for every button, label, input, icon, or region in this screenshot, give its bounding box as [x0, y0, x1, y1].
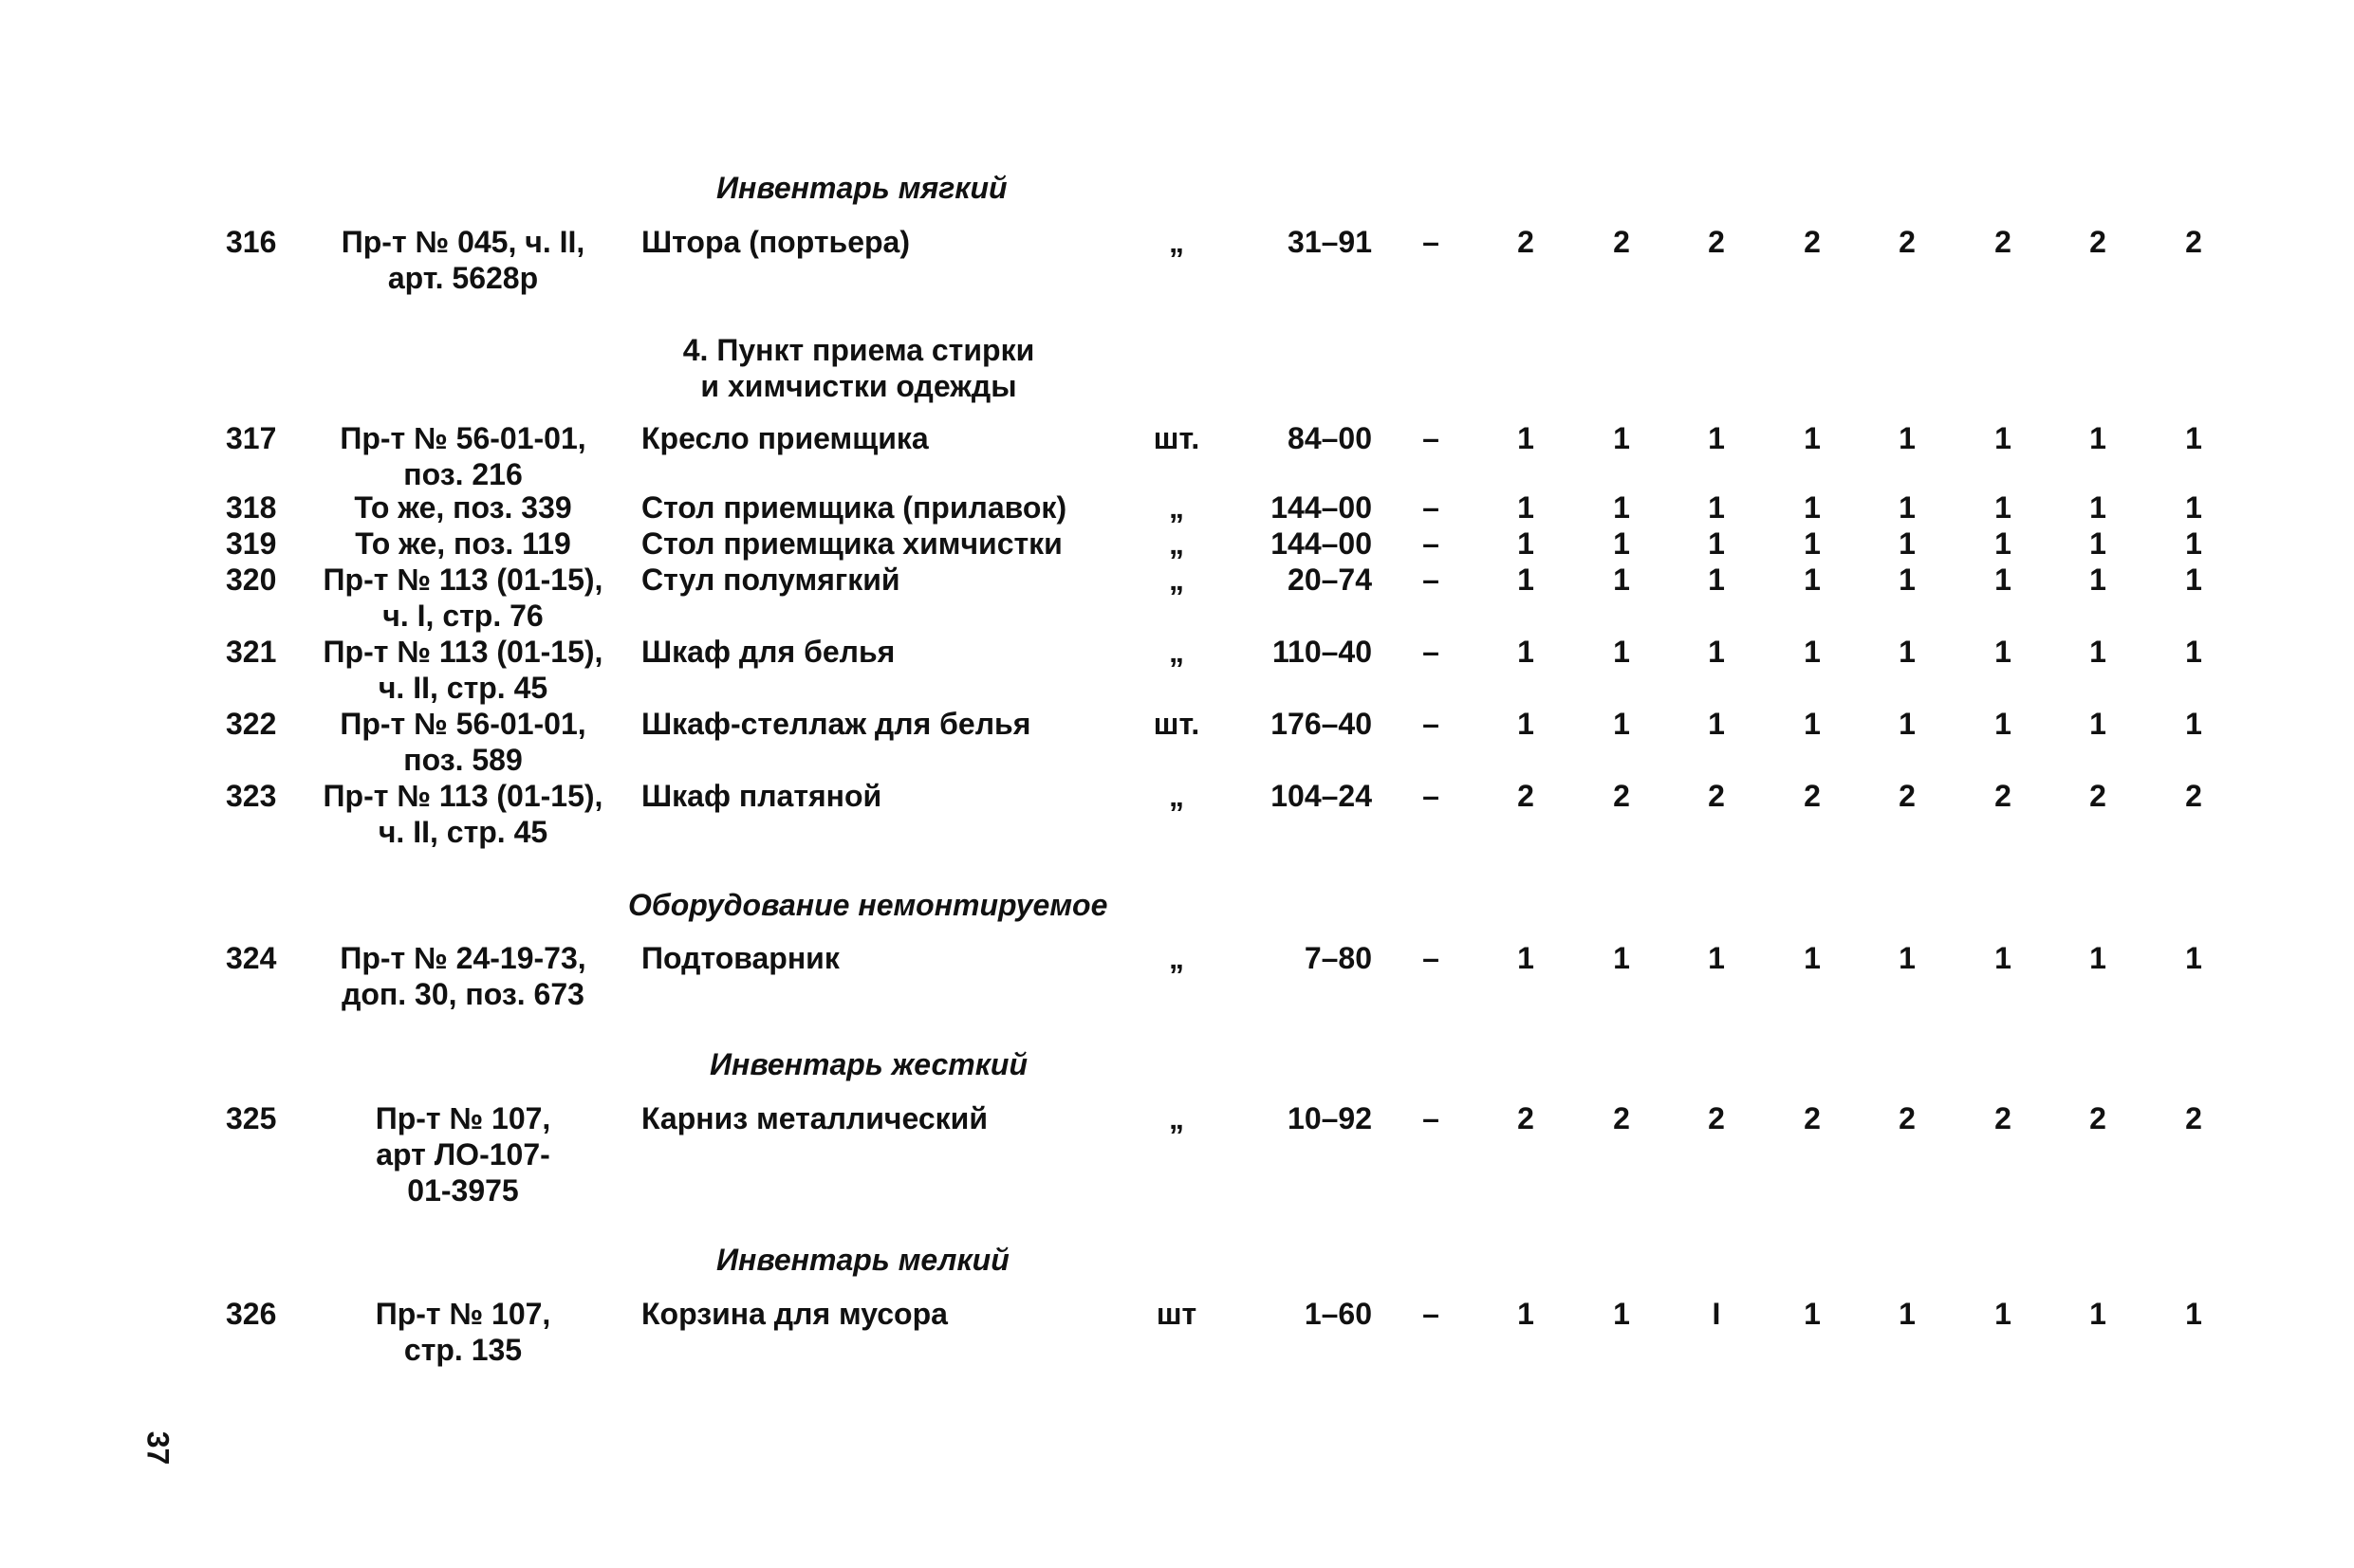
row-name: Шкаф-стеллаж для белья	[641, 707, 1031, 741]
row-reference: Пр-т № 107, стр. 135	[375, 1297, 551, 1367]
row-reference: Пр-т № 56-01-01, поз. 589	[340, 707, 586, 777]
row-reference: Пр-т № 113 (01-15), ч. II, стр. 45	[323, 779, 603, 849]
row-qty: 1	[1899, 421, 1916, 455]
row-reference: Пр-т № 113 (01-15), ч. I, стр. 76	[323, 563, 603, 633]
row-dash: –	[1422, 225, 1439, 259]
row-qty: 1	[1804, 635, 1821, 669]
row-qty: 1	[1613, 941, 1630, 975]
row-qty: 1	[1517, 635, 1534, 669]
row-qty: 1	[1613, 563, 1630, 597]
row-dash: –	[1422, 707, 1439, 741]
row-qty: 2	[2185, 1101, 2202, 1135]
row-name: Штора (портьера)	[641, 225, 910, 259]
row-qty: 1	[1899, 635, 1916, 669]
row-qty: 1	[2185, 490, 2202, 525]
row-qty: 2	[1517, 225, 1534, 259]
section-heading-soft-inventory: Инвентарь мягкий	[716, 171, 1008, 205]
row-qty: 2	[1994, 225, 2011, 259]
row-qty: 2	[1899, 225, 1916, 259]
row-qty: 1	[1994, 526, 2011, 561]
table-row	[0, 1296, 2354, 1367]
row-dash: –	[1422, 635, 1439, 669]
row-name: Стул полумягкий	[641, 563, 900, 597]
row-qty: 1	[1708, 490, 1725, 525]
row-dash: –	[1422, 526, 1439, 561]
row-dash: –	[1422, 563, 1439, 597]
table-row	[0, 420, 2354, 491]
row-dash: –	[1422, 779, 1439, 813]
row-qty: 1	[1708, 563, 1725, 597]
row-qty: 1	[1804, 941, 1821, 975]
row-dash: –	[1422, 490, 1439, 525]
row-price: 104–24	[1270, 779, 1372, 813]
row-dash: –	[1422, 1297, 1439, 1331]
row-qty: 1	[2185, 421, 2202, 455]
row-name: Шкаф платяной	[641, 779, 882, 813]
row-unit: „	[1169, 941, 1184, 975]
row-qty: 1	[1613, 526, 1630, 561]
row-qty: 2	[1804, 225, 1821, 259]
row-dash: –	[1422, 941, 1439, 975]
row-qty: 2	[1708, 1101, 1725, 1135]
row-qty: 2	[1517, 779, 1534, 813]
row-qty: 2	[1899, 1101, 1916, 1135]
row-reference: Пр-т № 56-01-01, поз. 216	[340, 421, 586, 491]
row-price: 1–60	[1304, 1297, 1372, 1331]
row-number: 317	[226, 421, 277, 455]
row-unit: шт.	[1153, 421, 1200, 455]
row-reference: То же, поз. 339	[354, 490, 572, 525]
row-qty: 1	[2089, 941, 2106, 975]
row-price: 7–80	[1304, 941, 1372, 975]
row-price: 176–40	[1270, 707, 1372, 741]
section-heading-small-inventory: Инвентарь мелкий	[716, 1243, 1010, 1277]
table-row	[0, 634, 2354, 705]
row-number: 318	[226, 490, 277, 525]
row-qty: 1	[1708, 707, 1725, 741]
row-qty: 2	[1708, 779, 1725, 813]
row-qty: 1	[1994, 421, 2011, 455]
row-qty: 1	[1613, 707, 1630, 741]
row-price: 144–00	[1270, 526, 1372, 561]
row-qty: 1	[1517, 1297, 1534, 1331]
row-qty: 1	[1994, 941, 2011, 975]
row-unit: „	[1169, 526, 1184, 561]
row-qty: 2	[1708, 225, 1725, 259]
row-qty: 2	[1613, 225, 1630, 259]
row-qty: 1	[1804, 526, 1821, 561]
table-row	[0, 778, 2354, 849]
row-qty: 1	[2089, 421, 2106, 455]
row-qty: 1	[1517, 707, 1534, 741]
row-qty: 1	[1613, 490, 1630, 525]
row-unit: „	[1169, 635, 1184, 669]
row-qty: 2	[2089, 1101, 2106, 1135]
row-qty: 2	[2089, 225, 2106, 259]
row-price: 10–92	[1288, 1101, 1372, 1135]
row-qty: 1	[1994, 1297, 2011, 1331]
row-dash: –	[1422, 1101, 1439, 1135]
row-qty: 1	[2089, 526, 2106, 561]
row-qty: 1	[1708, 421, 1725, 455]
row-reference: Пр-т № 24-19-73, доп. 30, поз. 673	[340, 941, 586, 1011]
row-qty: 1	[1613, 1297, 1630, 1331]
row-qty: 1	[1899, 563, 1916, 597]
table-row	[0, 562, 2354, 633]
row-qty: 1	[2089, 490, 2106, 525]
row-qty: 1	[2185, 707, 2202, 741]
row-qty: 1	[1708, 941, 1725, 975]
section-heading-laundry-point: 4. Пункт приема стирки и химчистки одежды	[682, 333, 1035, 403]
row-name: Карниз металлический	[641, 1101, 989, 1135]
row-name: Подтоварник	[641, 941, 840, 975]
row-number: 324	[226, 941, 277, 975]
row-price: 20–74	[1288, 563, 1372, 597]
row-qty: 2	[2089, 779, 2106, 813]
row-qty: 1	[1994, 490, 2011, 525]
row-number: 323	[226, 779, 277, 813]
row-unit: „	[1169, 1101, 1184, 1135]
row-qty: 1	[2089, 707, 2106, 741]
table-row	[0, 489, 2354, 525]
row-qty: 1	[1899, 941, 1916, 975]
page-number: 37	[140, 1430, 176, 1466]
row-name: Стол приемщика химчистки	[641, 526, 1063, 561]
section-heading-hard-inventory: Инвентарь жесткий	[710, 1047, 1028, 1081]
row-unit: „	[1169, 563, 1184, 597]
row-qty: 1	[2089, 563, 2106, 597]
row-qty: 1	[1804, 490, 1821, 525]
row-reference: Пр-т № 107, арт ЛО-107- 01-3975	[375, 1101, 551, 1208]
row-price: 144–00	[1270, 490, 1372, 525]
row-name: Кресло приемщика	[641, 421, 929, 455]
row-qty: 1	[1613, 421, 1630, 455]
row-qty: 2	[1804, 779, 1821, 813]
row-qty: 1	[1994, 707, 2011, 741]
row-number: 326	[226, 1297, 277, 1331]
row-qty: 2	[1994, 779, 2011, 813]
row-qty: 1	[1517, 526, 1534, 561]
row-price: 110–40	[1271, 635, 1372, 669]
row-qty: 1	[1899, 707, 1916, 741]
row-qty: 1	[2089, 1297, 2106, 1331]
row-unit: шт	[1156, 1297, 1197, 1331]
row-unit: „	[1169, 225, 1184, 259]
row-qty: 1	[1613, 635, 1630, 669]
row-qty: I	[1712, 1297, 1721, 1331]
row-reference: Пр-т № 045, ч. II, арт. 5628р	[341, 225, 585, 295]
row-unit: „	[1169, 490, 1184, 525]
row-unit: шт.	[1153, 707, 1200, 741]
row-unit: „	[1169, 779, 1184, 813]
row-number: 321	[226, 635, 277, 669]
row-reference: Пр-т № 113 (01-15), ч. II, стр. 45	[323, 635, 603, 705]
row-qty: 1	[1899, 1297, 1916, 1331]
row-qty: 1	[1708, 526, 1725, 561]
row-number: 322	[226, 707, 277, 741]
row-qty: 1	[1517, 941, 1534, 975]
row-qty: 2	[1613, 1101, 1630, 1135]
row-qty: 1	[1804, 1297, 1821, 1331]
row-qty: 1	[2185, 1297, 2202, 1331]
row-number: 319	[226, 526, 277, 561]
row-name: Корзина для мусора	[641, 1297, 948, 1331]
row-qty: 1	[2185, 526, 2202, 561]
table-row	[0, 706, 2354, 777]
row-price: 84–00	[1288, 421, 1372, 455]
row-qty: 1	[1517, 421, 1534, 455]
row-qty: 1	[2089, 635, 2106, 669]
table-row	[0, 1100, 2354, 1208]
row-qty: 1	[2185, 563, 2202, 597]
row-number: 320	[226, 563, 277, 597]
row-qty: 1	[1994, 563, 2011, 597]
row-qty: 1	[1804, 707, 1821, 741]
row-qty: 2	[1517, 1101, 1534, 1135]
row-qty: 2	[2185, 779, 2202, 813]
row-qty: 1	[1994, 635, 2011, 669]
row-price: 31–91	[1288, 225, 1372, 259]
row-qty: 1	[1899, 490, 1916, 525]
row-qty: 1	[1517, 490, 1534, 525]
row-dash: –	[1422, 421, 1439, 455]
row-qty: 2	[2185, 225, 2202, 259]
row-number: 325	[226, 1101, 277, 1135]
row-number: 316	[226, 225, 277, 259]
row-qty: 1	[1899, 526, 1916, 561]
row-qty: 2	[1613, 779, 1630, 813]
row-qty: 1	[2185, 635, 2202, 669]
row-qty: 2	[1804, 1101, 1821, 1135]
row-name: Шкаф для белья	[641, 635, 896, 669]
row-qty: 1	[2185, 941, 2202, 975]
row-name: Стол приемщика (прилавок)	[641, 490, 1067, 525]
row-qty: 1	[1517, 563, 1534, 597]
table-row	[0, 940, 2354, 1011]
row-qty: 1	[1804, 421, 1821, 455]
table-row	[0, 224, 2354, 295]
row-reference: То же, поз. 119	[355, 526, 571, 561]
row-qty: 2	[1899, 779, 1916, 813]
section-heading-non-mounted: Оборудование немонтируемое	[628, 888, 1108, 922]
row-qty: 1	[1804, 563, 1821, 597]
row-qty: 1	[1708, 635, 1725, 669]
row-qty: 2	[1994, 1101, 2011, 1135]
